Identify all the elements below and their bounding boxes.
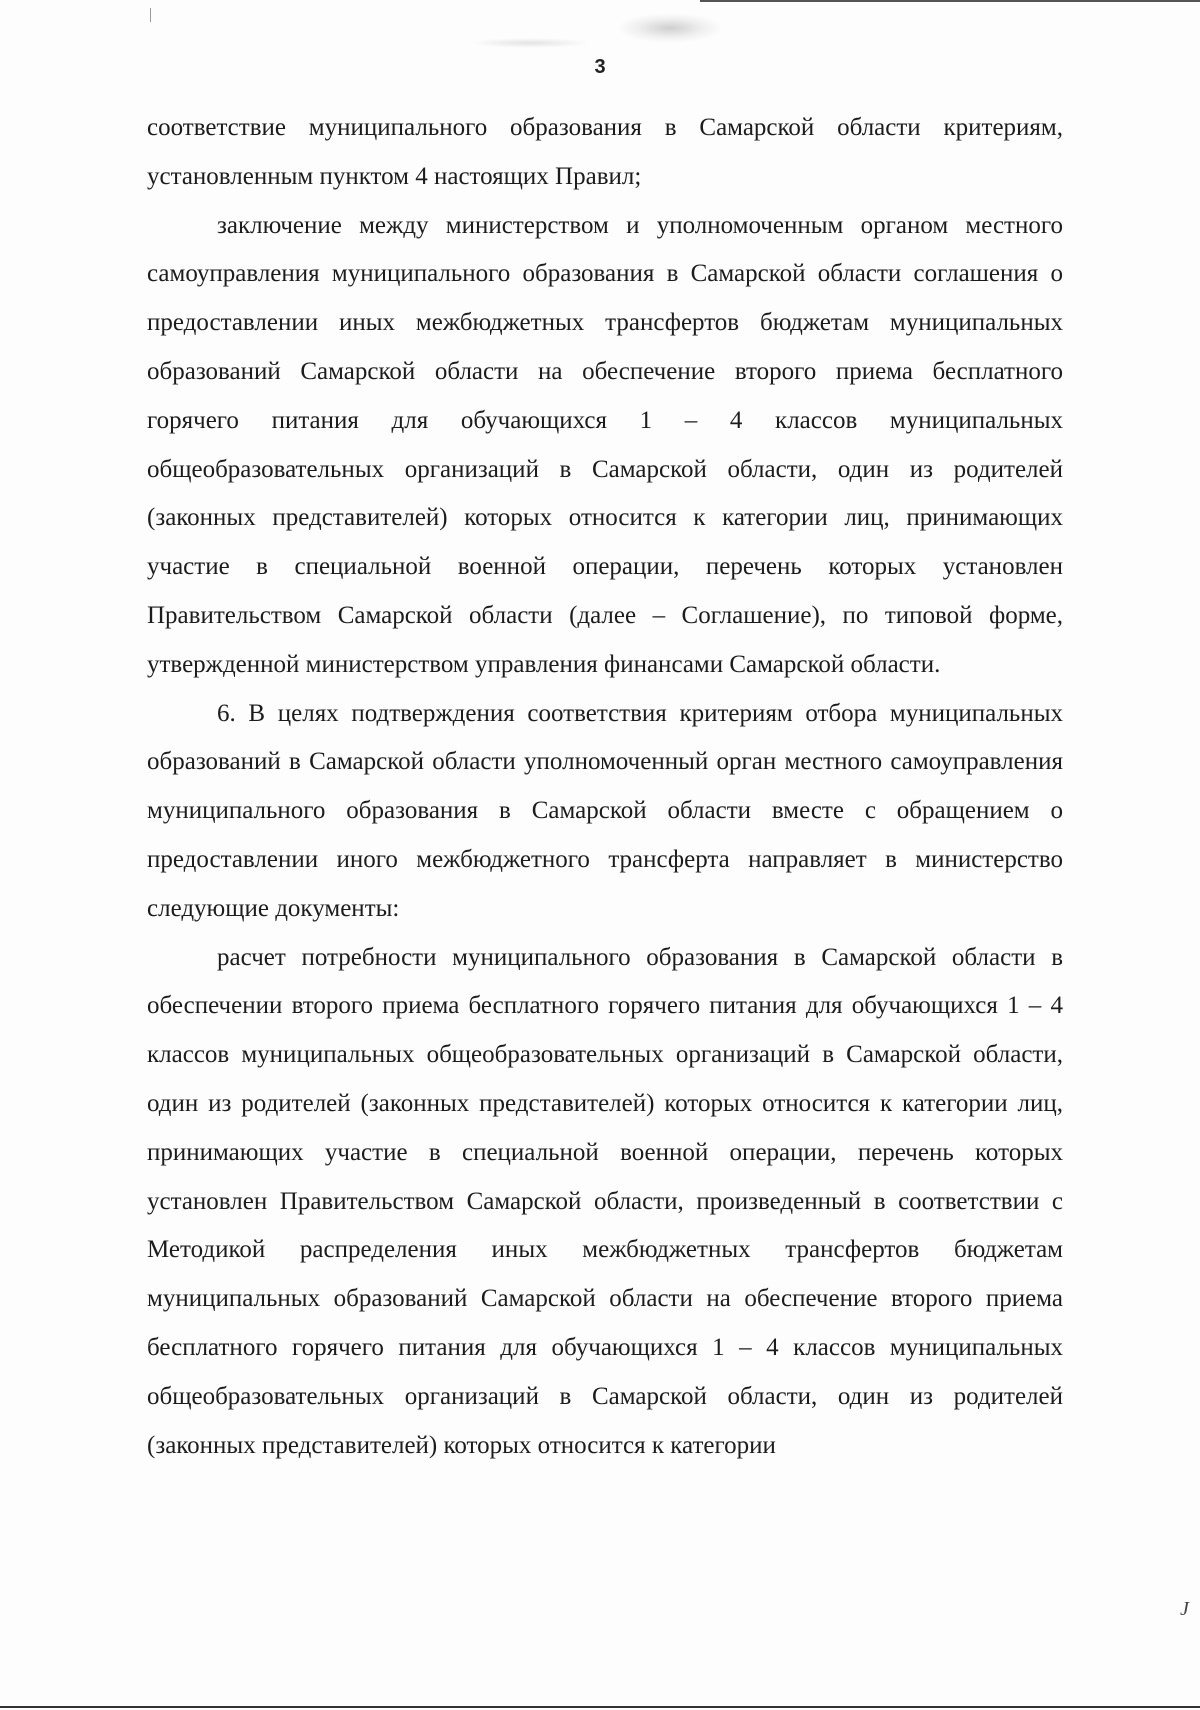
paragraph-continuation: соответствие муниципального образования в Самарской области критериям, установленным пунктом 4 настоящих Правил;: [147, 114, 1063, 190]
margin-mark: J: [1180, 1598, 1189, 1620]
scan-edge-line: [700, 0, 1200, 2]
paragraph-calculation: расчет потребности муниципального образования в Самарской области в обеспечении второго приема бесплатного горячего питания для обучающихся 1 – 4 классов муниципальных общеобразовательных организаций в Самарской области, один из родителей (законных представителей) которых относится к категории лиц, принимающих участие в специальной военной операции, перечень которых установлен Правительством Самарской области, произведенный в соответствии с Методикой распределения иных межбюджетных трансфертов бюджетам муниципальных образований Самарской области на обеспечение второго приема бесплатного горячего питания для обучающихся 1 – 4 классов муниципальных общеобразовательных организаций в Самарской области, один из родителей (законных представителей) которых относится к категории: [147, 943, 1063, 1459]
scan-smudge: [470, 38, 590, 48]
scan-smudge: [620, 14, 720, 42]
paragraph-section-6: 6. В целях подтверждения соответствия критериям отбора муниципальных образований в Самарской области уполномоченный орган местного самоуправления муниципального образования в Самарской области вместе с обращением о предоставлении иного межбюджетного трансферта направляет в министерство следующие документы:: [147, 699, 1063, 922]
page-number: 3: [594, 56, 606, 78]
paragraph-agreement: заключение между министерством и уполномоченным органом местного самоуправления муниципального образования в Самарской области соглашения о предоставлении иных межбюджетных трансфертов бюджетам муниципальных образований Самарской области на обеспечение второго приема бесплатного горячего питания для обучающихся 1 – 4 классов муниципальных общеобразовательных организаций в Самарской области, один из родителей (законных представителей) которых относится к категории лиц, принимающих участие в специальной военной операции, перечень которых установлен Правительством Самарской области (далее – Соглашение), по типовой форме, утвержденной министерством управления финансами Самарской области.: [147, 211, 1063, 678]
scan-edge-line: [0, 1706, 1200, 1708]
scan-mark: [150, 8, 151, 22]
document-body: [147, 104, 1063, 1470]
